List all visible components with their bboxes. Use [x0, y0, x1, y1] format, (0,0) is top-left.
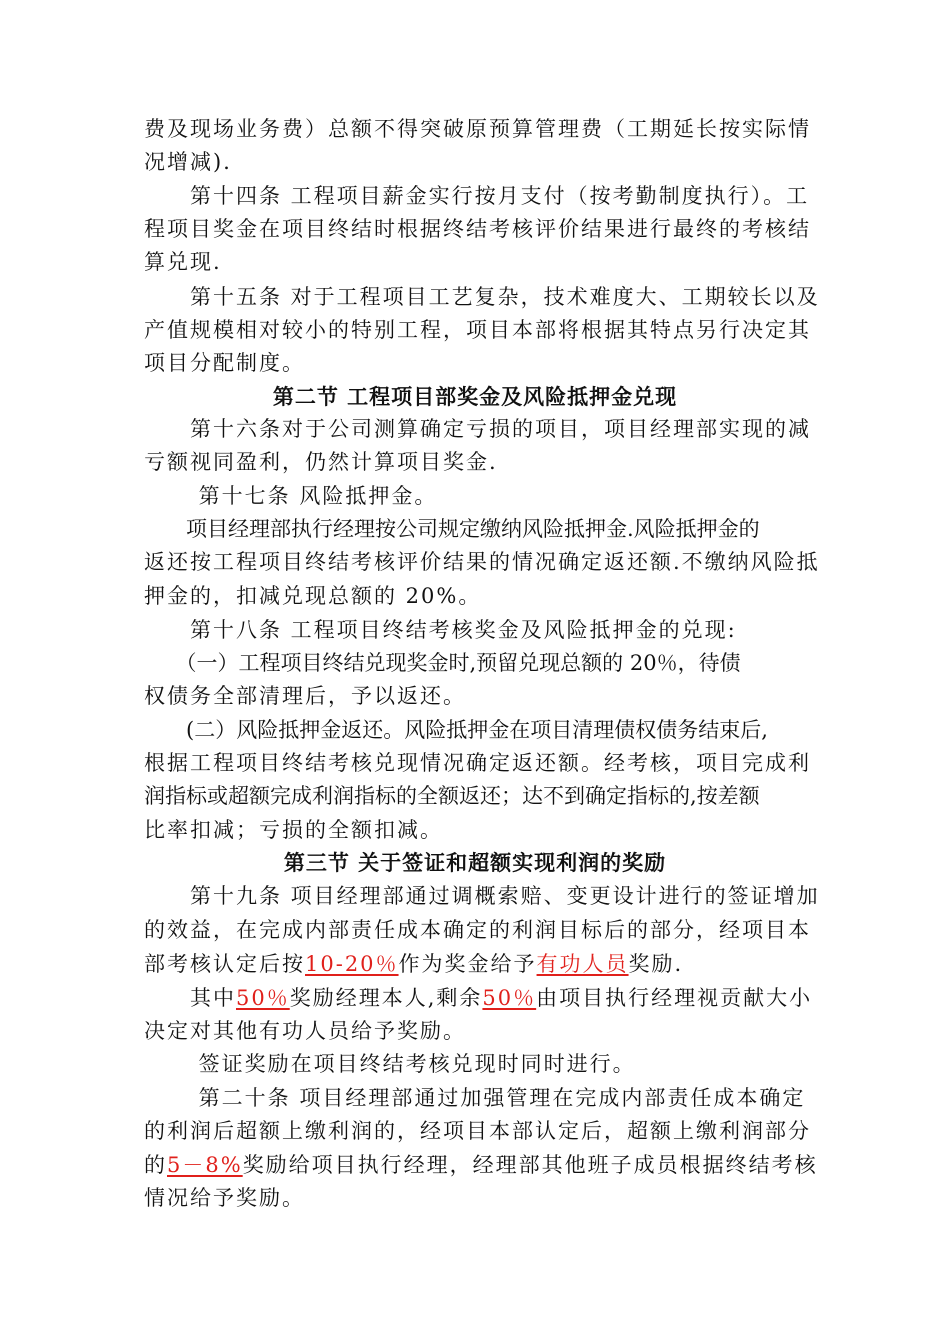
paragraph-line: 比率扣减；亏损的全额扣减。: [144, 818, 443, 842]
text-run: 由项目执行经理视贡献大小: [536, 986, 813, 1010]
paragraph-line: 根据工程项目终结考核兑现情况确定返还额。经考核，项目完成利: [144, 751, 811, 775]
paragraph-line: 第十九条 项目经理部通过调概索赔、变更设计进行的签证增加: [144, 884, 820, 908]
paragraph-line: 算兑现.: [144, 250, 222, 274]
text-run: 奖励.: [628, 952, 684, 976]
paragraph-line: 情况给予奖励。: [144, 1186, 305, 1210]
paragraph-line: 决定对其他有功人员给予奖励。: [144, 1019, 466, 1043]
paragraph-line: 第十八条 工程项目终结考核奖金及风险抵押金的兑现:: [144, 618, 737, 642]
paragraph-line: 润指标或超额完成利润指标的全额返还；达不到确定指标的,按差额: [144, 784, 760, 808]
highlighted-percentage: 10-20％: [305, 952, 399, 976]
paragraph-line: [144, 949, 814, 979]
paragraph-line: (二）风险抵押金返还。风险抵押金在项目清理债权债务结束后,: [144, 718, 768, 742]
paragraph-line: 权债务全部清理后，予以返还。: [144, 684, 466, 708]
paragraph-line: 况增减)．: [144, 150, 247, 174]
text-run: 其中: [144, 986, 236, 1010]
paragraph-line: 的利润后超额上缴利润的，经项目本部认定后，超额上缴利润部分: [144, 1119, 811, 1143]
paragraph-line: 第十六条对于公司测算确定亏损的项目，项目经理部实现的减: [144, 417, 811, 441]
paragraph-line: 押金的，扣减兑现总额的 20%。: [144, 584, 482, 608]
highlighted-percentage: 50％: [482, 986, 537, 1010]
section-heading: 第三节 关于签证和超额实现利润的奖励: [283, 850, 667, 875]
paragraph-line: 亏额视同盈利，仍然计算项目奖金.: [144, 450, 498, 474]
highlighted-term: 有功人员: [536, 952, 629, 976]
paragraph-line: 费及现场业务费）总额不得突破原预算管理费（工期延长按实际情: [144, 117, 811, 141]
paragraph-line: 第十七条 风险抵押金。: [144, 484, 438, 508]
text-run: 的: [144, 1153, 167, 1177]
text-run: 作为奖金给予: [398, 952, 537, 976]
paragraph-line: 第二十条 项目经理部通过加强管理在完成内部责任成本确定: [144, 1086, 806, 1110]
paragraph-line: [144, 1150, 818, 1180]
paragraph-line: 签证奖励在项目终结考核兑现时同时进行。: [144, 1052, 636, 1076]
paragraph-line: 第十五条 对于工程项目工艺复杂，技术难度大、工期较长以及: [144, 285, 820, 309]
paragraph-line: 返还按工程项目终结考核评价结果的情况确定返还额.不缴纳风险抵: [144, 550, 820, 574]
text-run: 部考核认定后按: [144, 952, 305, 976]
paragraph-line: 程项目奖金在项目终结时根据终结考核评价结果进行最终的考核结: [144, 217, 811, 241]
paragraph-line: （一）工程项目终结兑现奖金时,预留兑现总额的 20％，待债: [144, 651, 741, 675]
highlighted-percentage: 5－8%: [167, 1153, 243, 1177]
text-run: 奖励经理本人,剩余: [289, 986, 483, 1010]
paragraph-line: 产值规模相对较小的特别工程，项目本部将根据其特点另行决定其: [144, 318, 811, 342]
paragraph-line: 第十四条 工程项目薪金实行按月支付（按考勤制度执行）。工: [144, 184, 810, 208]
highlighted-percentage: 50％: [236, 986, 290, 1010]
paragraph-line: 的效益，在完成内部责任成本确定的利润目标后的部分，经项目本: [144, 918, 811, 942]
paragraph-line: 项目经理部执行经理按公司规定缴纳风险抵押金.风险抵押金的: [144, 517, 760, 541]
section-heading: 第二节 工程项目部奖金及风险抵押金兑现: [272, 384, 678, 409]
paragraph-line: 项目分配制度。: [144, 351, 305, 375]
text-run: 奖励给项目执行经理，经理部其他班子成员根据终结考核: [242, 1153, 818, 1177]
paragraph-line: [144, 983, 814, 1013]
